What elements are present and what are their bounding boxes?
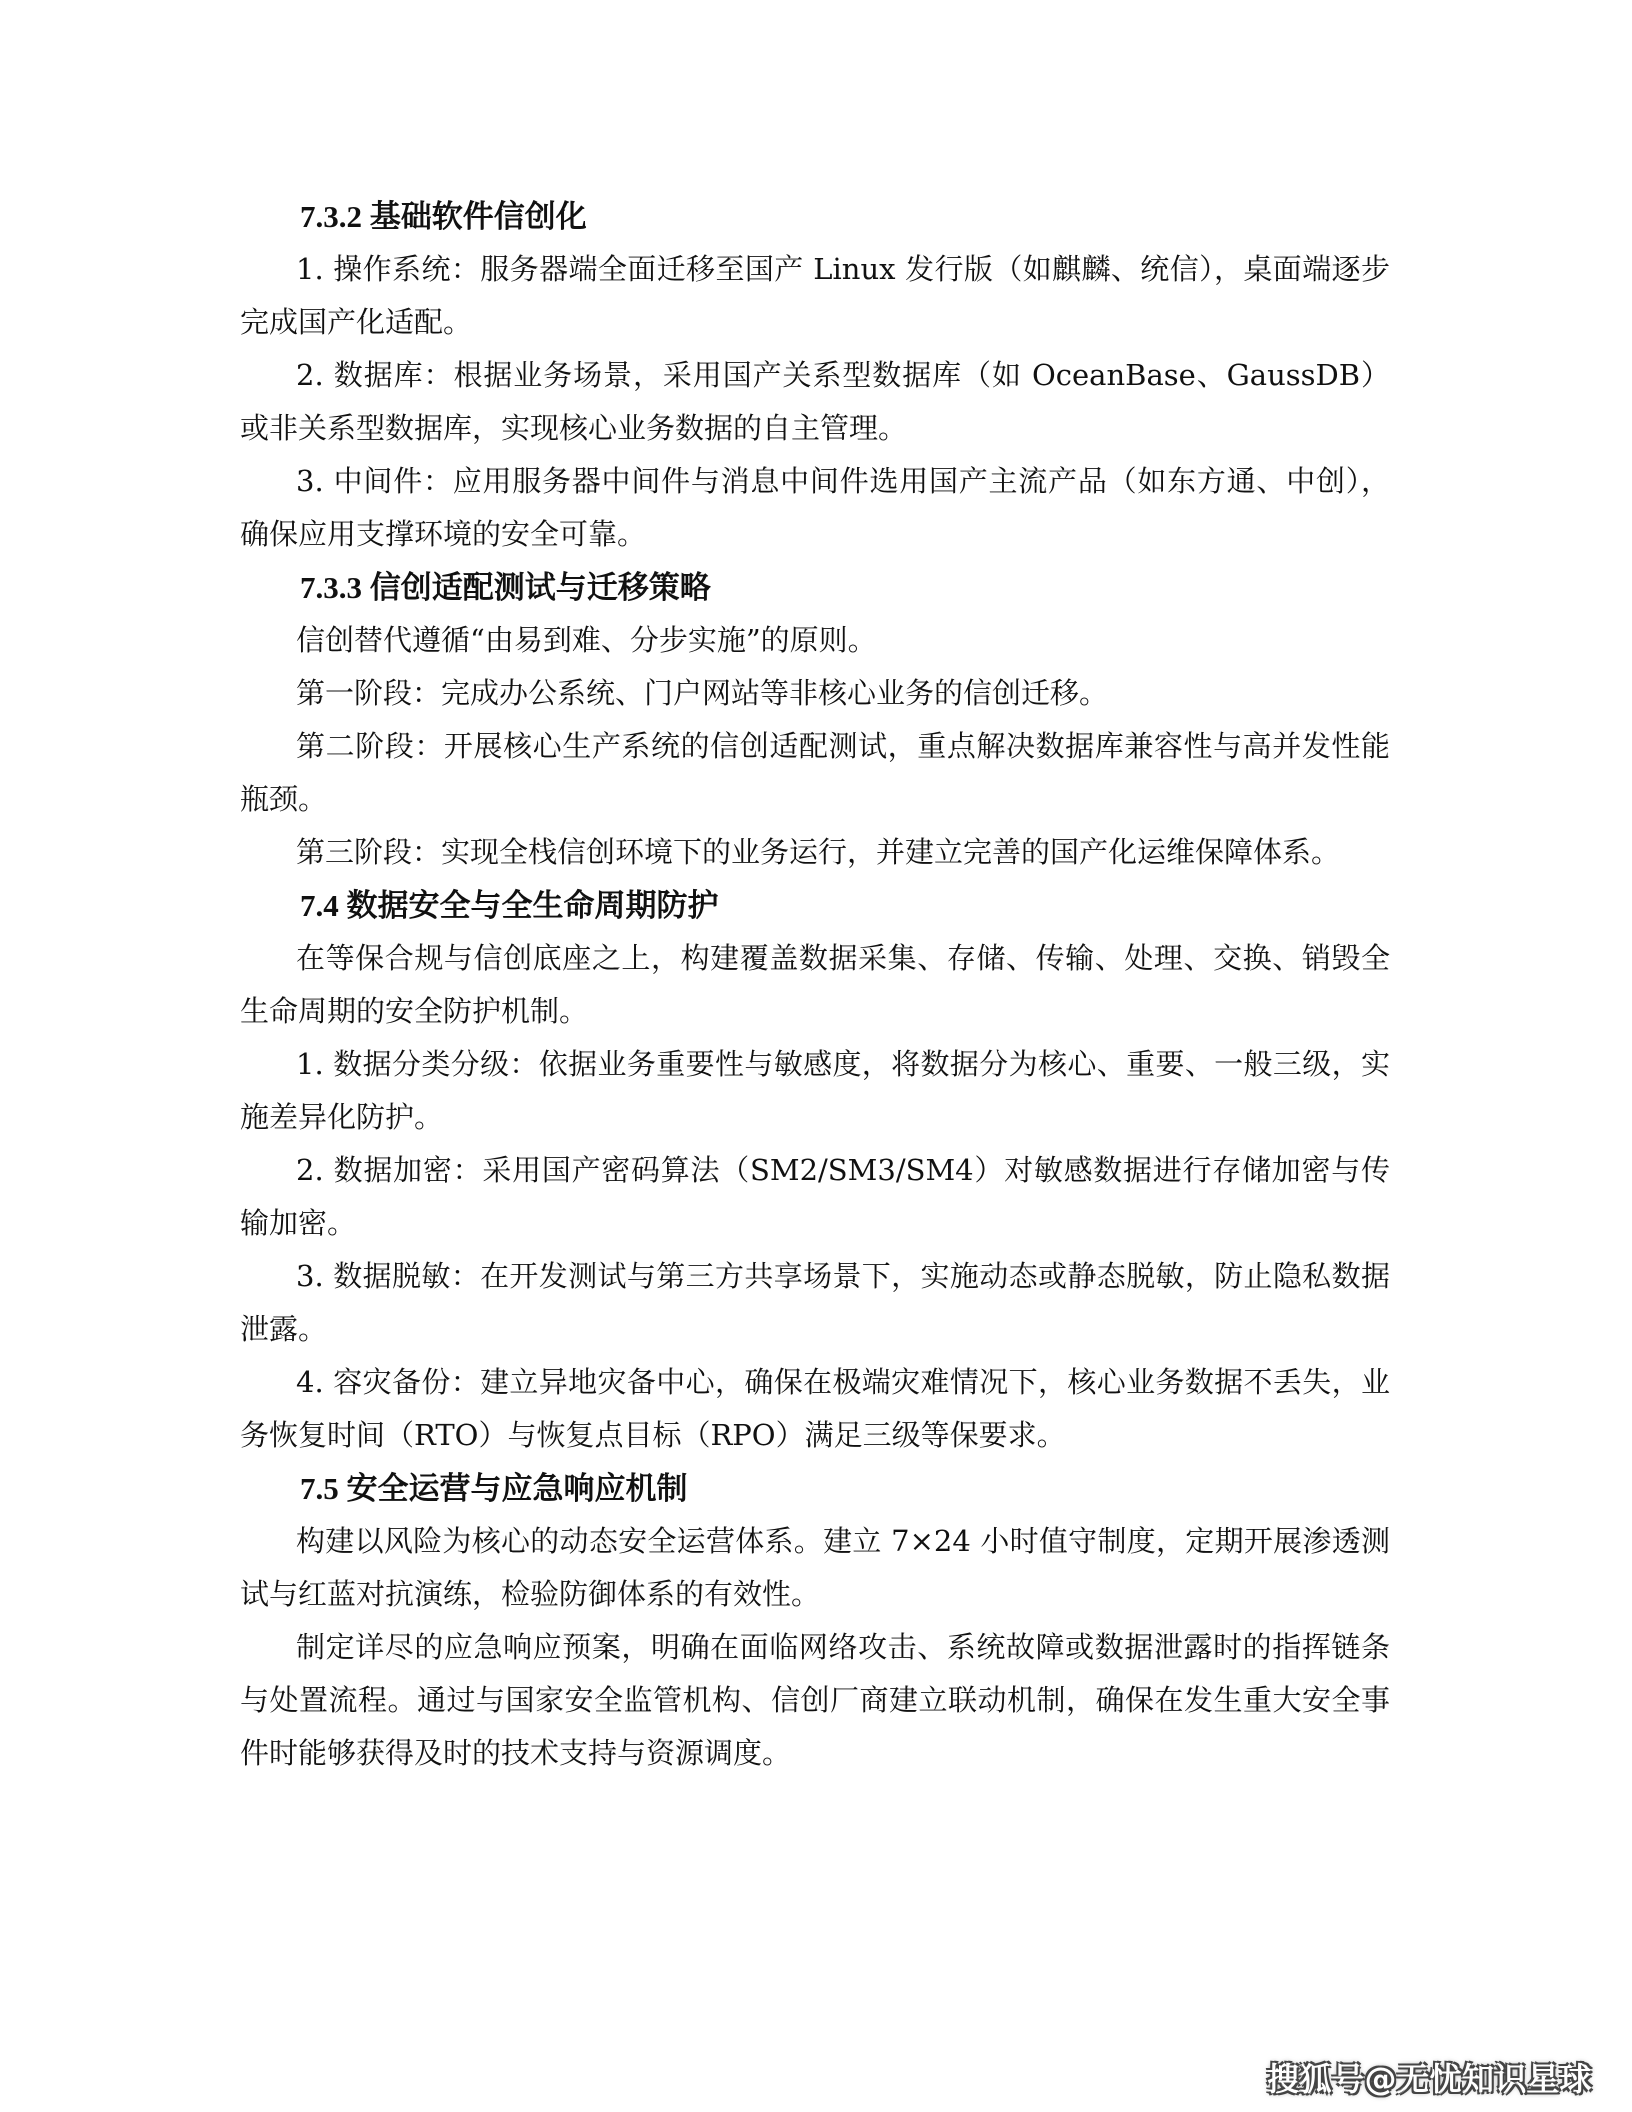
paragraph-data-masking: 3. 数据脱敏：在开发测试与第三方共享场景下，实施动态或静态脱敏，防止隐私数据泄露。 — [240, 1259, 1390, 1346]
section-heading-7-3-3: 7.3.3 信创适配测试与迁移策略 — [300, 570, 711, 605]
paragraph-database: 2. 数据库：根据业务场景，采用国产关系型数据库（如 OceanBase、GaussDB）或非关系型数据库，实现核心业务数据的自主管理。 — [240, 358, 1390, 445]
section-heading-7-4: 7.4 数据安全与全生命周期防护 — [300, 888, 719, 923]
paragraph-data-encryption: 2. 数据加密：采用国产密码算法（SM2/SM3/SM4）对敏感数据进行存储加密与传输加密。 — [240, 1153, 1390, 1240]
paragraph-data-security-intro: 在等保合规与信创底座之上，构建覆盖数据采集、存储、传输、处理、交换、销毁全生命周期的安全防护机制。 — [240, 941, 1390, 1028]
paragraph-security-operations: 构建以风险为核心的动态安全运营体系。建立 7×24 小时值守制度，定期开展渗透测试与红蓝对抗演练，检验防御体系的有效性。 — [240, 1524, 1390, 1611]
paragraph-data-classification: 1. 数据分类分级：依据业务重要性与敏感度，将数据分为核心、重要、一般三级，实施差异化防护。 — [240, 1047, 1390, 1134]
paragraph-phase-two: 第二阶段：开展核心生产系统的信创适配测试，重点解决数据库兼容性与高并发性能瓶颈。 — [240, 729, 1390, 816]
watermark: 搜狐号@无忧知识星球 — [1266, 2060, 1592, 2098]
section-heading-7-5: 7.5 安全运营与应急响应机制 — [300, 1471, 688, 1506]
paragraph-migration-principle: 信创替代遵循“由易到难、分步实施”的原则。 — [296, 623, 877, 657]
paragraph-operating-system: 1. 操作系统：服务器端全面迁移至国产 Linux 发行版（如麒麟、统信），桌面端逐步完成国产化适配。 — [240, 252, 1390, 339]
paragraph-emergency-response: 制定详尽的应急响应预案，明确在面临网络攻击、系统故障或数据泄露时的指挥链条与处置流程。通过与国家安全监管机构、信创厂商建立联动机制，确保在发生重大安全事件时能够获得及时的技术支持与资源调度。 — [240, 1630, 1390, 1770]
paragraph-disaster-recovery: 4. 容灾备份：建立异地灾备中心，确保在极端灾难情况下，核心业务数据不丢失，业务恢复时间（RTO）与恢复点目标（RPO）满足三级等保要求。 — [240, 1365, 1390, 1452]
paragraph-phase-three: 第三阶段：实现全栈信创环境下的业务运行，并建立完善的国产化运维保障体系。 — [296, 835, 1341, 869]
document-body — [240, 190, 1390, 1780]
paragraph-middleware: 3. 中间件：应用服务器中间件与消息中间件选用国产主流产品（如东方通、中创），确保应用支撑环境的安全可靠。 — [240, 464, 1390, 551]
paragraph-phase-one: 第一阶段：完成办公系统、门户网站等非核心业务的信创迁移。 — [296, 676, 1109, 710]
section-heading-7-3-2: 7.3.2 基础软件信创化 — [300, 199, 587, 234]
